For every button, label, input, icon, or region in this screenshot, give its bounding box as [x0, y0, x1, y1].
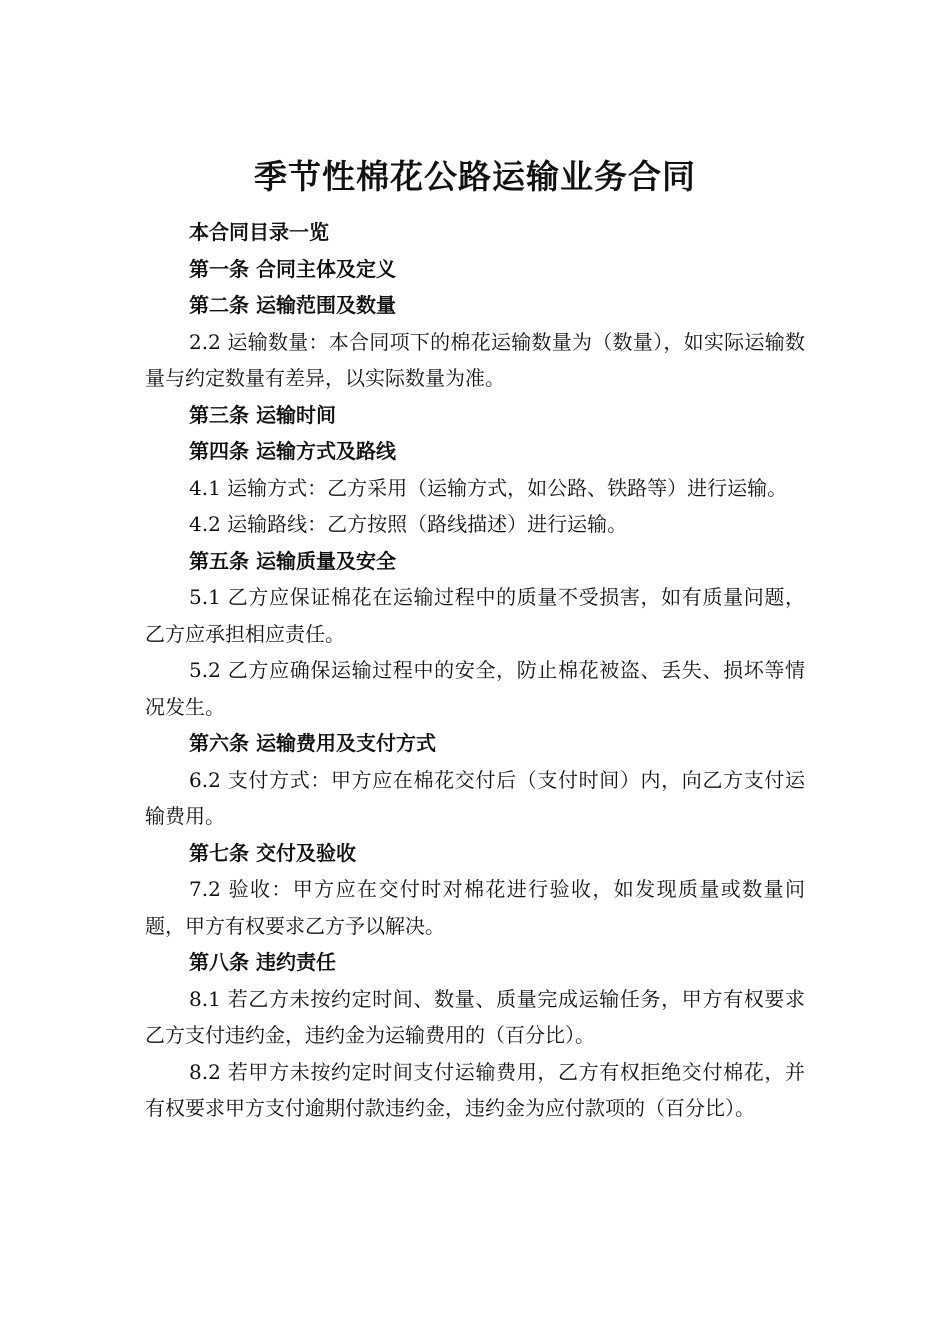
article-5-heading: 第五条 运输质量及安全	[189, 548, 396, 573]
article-6-heading: 第六条 运输费用及支付方式	[189, 731, 436, 755]
toc-heading: 本合同目录一览	[189, 220, 329, 244]
article-1-heading: 第一条 合同主体及定义	[189, 256, 396, 281]
document-page	[145, 150, 805, 1127]
article-8-heading: 第八条 违约责任	[189, 950, 336, 974]
clause-4-2: 4.2 运输路线：乙方按照（路线描述）进行运输。	[189, 512, 628, 536]
article-2-heading: 第二条 运输范围及数量	[189, 293, 396, 317]
article-4-heading: 第四条 运输方式及路线	[189, 439, 396, 463]
clause-2-2: 2.2 运输数量：本合同项下的棉花运输数量为（数量），如实际运输数量与约定数量有差异，以实际数量为准。	[145, 329, 805, 390]
clause-5-1: 5.1 乙方应保证棉花在运输过程中的质量不受损害，如有质量问题，乙方应承担相应责任。	[145, 585, 805, 646]
article-7-heading: 第七条 交付及验收	[189, 840, 356, 865]
document-title: 季节性棉花公路运输业务合同	[254, 157, 696, 196]
clause-8-1: 8.1 若乙方未按约定时间、数量、质量完成运输任务，甲方有权要求乙方支付违约金，违约金为运输费用的（百分比）。	[145, 986, 805, 1047]
clause-6-2: 6.2 支付方式：甲方应在棉花交付后（支付时间）内，向乙方支付运输费用。	[145, 767, 805, 828]
clause-4-1: 4.1 运输方式：乙方采用（运输方式，如公路、铁路等）进行运输。	[189, 475, 788, 500]
clause-7-2: 7.2 验收：甲方应在交付时对棉花进行验收，如发现质量或数量问题，甲方有权要求乙方予以解决。	[145, 877, 805, 938]
clause-8-2: 8.2 若甲方未按约定时间支付运输费用，乙方有权拒绝交付棉花，并有权要求甲方支付逾期付款违约金，违约金为应付款项的（百分比）。	[145, 1059, 805, 1120]
clause-5-2: 5.2 乙方应确保运输过程中的安全，防止棉花被盗、丢失、损坏等情况发生。	[145, 658, 805, 719]
article-3-heading: 第三条 运输时间	[189, 402, 336, 427]
